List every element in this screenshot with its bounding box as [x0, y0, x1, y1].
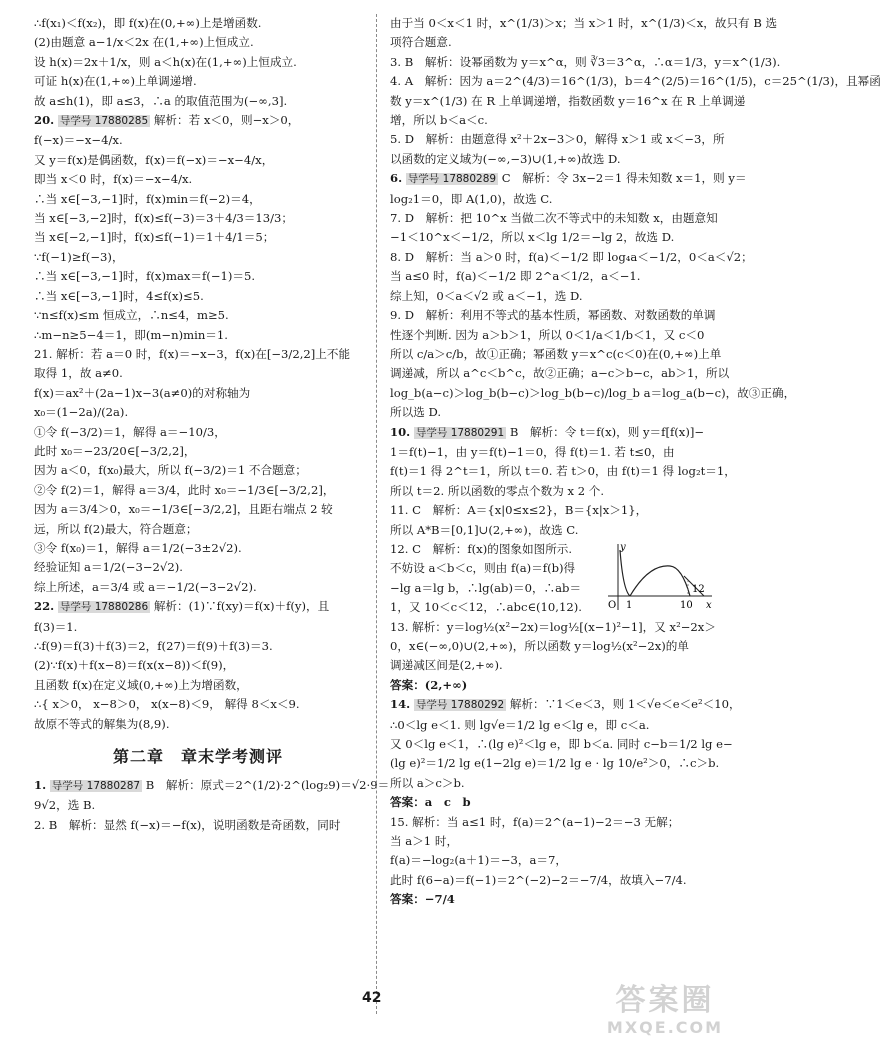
text-line: 12. C 解析：f(x)的图象如图所示.: [390, 541, 573, 556]
question-text: 解析：(1)∵f(xy)＝f(x)＋f(y)，且: [153, 599, 330, 614]
text-line: (lg e)²＝1/2 lg e(1−2lg e)＝1/2 lg e · lg 10/e²＞0，∴c＞b.: [390, 756, 720, 771]
guide-number-tag: 导学号 17880286: [59, 601, 149, 614]
text-line: 性逐个判断. 因为 a＞b＞1，所以 0＜1/a＜1/b＜1，又 c＜0: [390, 327, 705, 342]
text-line: 故原不等式的解集为(8,9).: [34, 716, 170, 731]
text-line: 13. 解析：y＝log½(x²−2x)＝log½[(x−1)²−1]，又 x²−2x＞: [390, 619, 716, 634]
answer-line: 答案：−7/4: [390, 892, 455, 907]
text-line: 当 x∈[−3,−2]时，f(x)≤f(−3)＝3＋4/3＝13/3；: [34, 211, 293, 226]
text-line: 11. C 解析：A＝{x|0≤x≤2}，B＝{x|x＞1}，: [390, 503, 648, 518]
text-line: −lg a＝lg b，∴lg(ab)＝0，∴ab＝: [390, 580, 582, 595]
column-divider: [376, 14, 377, 1014]
text-line: 当 a≤0 时，f(a)＜−1/2 即 2^a＜1/2，a＜−1.: [390, 269, 641, 284]
left-column: [34, 14, 390, 835]
text-line: 9√2，选 B.: [34, 798, 96, 813]
text-line: 远，所以 f(2)最大，符合题意；: [34, 521, 198, 536]
text-line: 经验证知 a＝1/2(−3−2√2).: [34, 560, 183, 575]
question-number: 14.: [390, 697, 411, 712]
question-20-header: [34, 111, 362, 131]
watermark-text: 答案圈: [615, 983, 715, 1018]
text-line: 调递减，所以 a^c＜b^c，故②正确；a−c＞b−c，ab＞1，所以: [390, 366, 730, 381]
text-line: 且函数 f(x)在定义域(0,+∞)上为增函数，: [34, 677, 248, 692]
question-1-header: [34, 776, 390, 796]
question-text: 解析：若 x＜0，则−x＞0，: [153, 113, 300, 128]
text-line: 1，又 10＜c＜12，∴abc∈(10,12).: [390, 600, 582, 615]
tick-label-1: 1: [626, 599, 633, 611]
text-line: ∵f(−1)≥f(−3)，: [34, 249, 124, 264]
curve-log-segment: [630, 566, 690, 596]
watermark-url: MXQE.COM: [606, 1018, 724, 1037]
right-column: [390, 14, 881, 910]
answer-line: 答案：a c b: [390, 795, 471, 810]
question-text: 解析：∵1＜e＜3，则 1＜√e＜e＜e²＜10，: [509, 697, 741, 712]
text-line: 5. D 解析：由题意得 x²＋2x−3＞0，解得 x＞1 或 x＜−3，所: [390, 132, 725, 147]
text-line: ∴当 x∈[−3,−1]时，4≤f(x)≤5.: [34, 288, 204, 303]
text-line: ∴当 x∈[−3,−1]时，f(x)min＝f(−2)＝4，: [34, 191, 261, 206]
text-line: 所以 c/a＞c/b，故①正确；幂函数 y＝x^c(c＜0)在(0,+∞)上单: [390, 346, 722, 361]
text-line: 15. 解析：当 a≤1 时，f(a)＝2^(a−1)−2＝−3 无解；: [390, 814, 680, 829]
tick-label-10: 10: [680, 599, 693, 611]
text-line: 所以 t＝2. 所以函数的零点个数为 x 2 个.: [390, 483, 605, 498]
text-line: 取得 1，故 a≠0.: [34, 366, 123, 381]
text-line: (2)由题意 a−1/x＜2x 在(1,+∞)上恒成立.: [34, 35, 254, 50]
text-line: 又 0＜lg e＜1，∴(lg e)²＜lg e，即 b＜a. 同时 c−b＝1/2 lg e−: [390, 737, 733, 752]
x-axis-label: x: [706, 599, 712, 611]
origin-label: O: [608, 599, 617, 611]
question-14-header: [390, 695, 741, 715]
answer-line: 答案：(2,+∞): [390, 677, 468, 692]
text-line: 以函数的定义域为(−∞,−3)∪(1,+∞)故选 D.: [390, 151, 621, 166]
question-number: 6.: [390, 171, 403, 186]
text-line: 调递减区间是(2,+∞).: [390, 658, 503, 673]
text-line: f(3)＝1.: [34, 619, 78, 634]
question-6-header: [390, 169, 747, 189]
text-line: 不妨设 a＜b＜c，则由 f(a)＝f(b)得: [390, 561, 576, 576]
text-line: 此时 x₀＝−23/20∈[−3/2,2]，: [34, 443, 196, 458]
text-line: f(−x)＝−x−4/x.: [34, 133, 123, 148]
text-line: 所以 a＞c＞b.: [390, 775, 465, 790]
text-line: f(t)＝1 得 2^t＝1，所以 t＝0. 若 t＞0，由 f(t)＝1 得 log₂t＝1，: [390, 464, 736, 479]
question-number: 22.: [34, 599, 55, 614]
text-line: 可证 h(x)在(1,+∞)上单调递增.: [34, 74, 197, 89]
text-line: 1＝f(t)−1，由 y＝f(t)−1＝0，得 f(t)＝1. 若 t≤0，由: [390, 444, 675, 459]
text-line: ∴f(9)＝f(3)＋f(3)＝2，f(27)＝f(9)＋f(3)＝3.: [34, 639, 273, 653]
text-line: f(a)＝−log₂(a＋1)＝−3，a＝7，: [390, 853, 567, 868]
text-line: 数 y＝x^(1/3) 在 R 上单调递增，指数函数 y＝16^x 在 R 上单调递: [390, 93, 746, 108]
text-line: 所以 A*B＝[0,1]∪(2,+∞)，故选 C.: [390, 522, 579, 537]
text-line: x₀＝(1−2a)/(2a).: [34, 405, 129, 420]
text-line: 由于当 0＜x＜1 时，x^(1/3)＞x；当 x＞1 时，x^(1/3)＜x，故只有 B 选: [390, 16, 778, 30]
text-line: −1＜10^x＜−1/2，所以 x＜lg 1/2＝−lg 2，故选 D.: [390, 230, 675, 245]
function-graph: [604, 540, 716, 614]
curve-lg-segment: [620, 550, 630, 596]
question-10-header: [390, 423, 720, 443]
guide-number-tag: 导学号 17880291: [415, 426, 505, 439]
question-22-header: [34, 597, 362, 617]
question-number: 1.: [34, 778, 47, 793]
text-line: ∵n≤f(x)≤m 恒成立，∴n≤4，m≥5.: [34, 308, 229, 323]
text-line: ∴0＜lg e＜1. 则 lg√e＝1/2 lg e＜lg e，即 c＜a.: [390, 717, 650, 732]
text-line: 9. D 解析：利用不等式的基本性质，幂函数、对数函数的单调: [390, 308, 716, 323]
question-text: B 解析：原式＝2^(1/2)·2^(log₂9)＝√2·9＝: [145, 778, 390, 793]
question-number: 10.: [390, 424, 411, 439]
text-line: 21. 解析：若 a＝0 时，f(x)＝−x−3，f(x)在[−3/2,2]上不能: [34, 346, 351, 361]
page-number: 42: [362, 990, 382, 1006]
text-line: 3. B 解析：设幂函数为 y＝x^α，则 ∛3＝3^α，∴α＝1/3，y＝x^(1/3).: [390, 54, 781, 69]
text-line: ∴f(x₁)＜f(x₂)，即 f(x)在(0,+∞)上是增函数.: [34, 16, 262, 30]
question-text: B 解析：令 t＝f(x)，则 y＝f[f(x)]−: [509, 424, 705, 439]
text-line: log_b(a−c)＞log_b(b−c)＞log_b(b−c)/log_b a＝log_a(b−c)，故③正确，: [390, 385, 796, 400]
guide-number-tag: 导学号 17880287: [51, 780, 141, 793]
text-line: log₂1＝0，即 A(1,0)，故选 C.: [390, 191, 553, 206]
text-line: 即当 x＜0 时，f(x)＝−x−4/x.: [34, 172, 193, 187]
text-line: 所以选 D.: [390, 405, 442, 420]
text-line: 增，所以 b＜a＜c.: [390, 113, 488, 128]
text-line: 故 a≤h(1)，即 a≤3，∴a 的取值范围为(−∞,3].: [34, 93, 288, 108]
text-line: 因为 a＜0，f(x₀)最大，所以 f(−3/2)＝1 不合题意；: [34, 463, 307, 478]
text-line: 4. A 解析：因为 a＝2^(4/3)＝16^(1/3)，b＝4^(2/5)＝16^(1/5)，c＝25^(1/3)，且幂函: [390, 74, 881, 89]
watermark-logo: [590, 984, 740, 1042]
text-line: 7. D 解析：把 10^x 当做二次不等式中的未知数 x，由题意知: [390, 211, 718, 226]
question-12-block: [390, 540, 720, 618]
text-line: ∴{ x＞0， x−8＞0， x(x−8)＜9， 解得 8＜x＜9.: [34, 697, 300, 712]
text-line: 8. D 解析：当 a＞0 时，f(a)＜−1/2 即 log₄a＜−1/2，0＜a＜√2；: [390, 249, 753, 264]
y-axis-label: y: [620, 541, 626, 553]
guide-number-tag: 导学号 17880289: [407, 173, 497, 186]
guide-number-tag: 导学号 17880285: [59, 115, 149, 128]
text-line: ∴m−n≥5−4＝1，即(m−n)min＝1.: [34, 327, 228, 342]
text-line: ①令 f(−3/2)＝1，解得 a＝−10/3，: [34, 424, 226, 439]
text-line: 2. B 解析：显然 f(−x)＝−f(x)，说明函数是奇函数，同时: [34, 817, 341, 832]
text-line: 当 a＞1 时，: [390, 834, 459, 849]
text-line: 当 x∈[−2,−1]时，f(x)≤f(−1)＝1＋4/1＝5；: [34, 230, 275, 245]
text-line: 综上所述，a＝3/4 或 a＝−1/2(−3−2√2).: [34, 579, 257, 594]
text-line: f(x)＝ax²＋(2a−1)x−3(a≠0)的对称轴为: [34, 385, 251, 400]
question-text: C 解析：令 3x−2＝1 得未知数 x＝1，则 y＝: [501, 171, 747, 186]
text-line: (2)∵f(x)＋f(x−8)＝f(x(x−8))＜f(9)，: [34, 658, 235, 673]
text-line: 设 h(x)＝2x＋1/x，则 a＜h(x)在(1,+∞)上恒成立.: [34, 54, 297, 69]
text-line: ∴当 x∈[−3,−1]时，f(x)max＝f(−1)＝5.: [34, 269, 256, 284]
text-line: 综上知，0＜a＜√2 或 a＜−1，选 D.: [390, 288, 583, 303]
guide-number-tag: 导学号 17880292: [415, 699, 505, 712]
text-line: ②令 f(2)＝1，解得 a＝3/4，此时 x₀＝−1/3∈[−3/2,2]，: [34, 482, 335, 497]
question-number: 20.: [34, 113, 55, 128]
text-line: 项符合题意.: [390, 35, 452, 50]
tick-label-12: 12: [692, 583, 705, 595]
text-line: ③令 f(x₀)＝1，解得 a＝1/2(−3±2√2).: [34, 540, 242, 555]
text-line: 因为 a＝3/4＞0，x₀＝−1/3∈[−3/2,2]，且距右端点 2 较: [34, 502, 333, 517]
text-line: 又 y＝f(x)是偶函数，f(x)＝f(−x)＝−x−4/x，: [34, 152, 274, 167]
text-line: 此时 f(6−a)＝f(−1)＝2^(−2)−2＝−7/4，故填入−7/4.: [390, 872, 687, 887]
text-line: 0，x∈(−∞,0)∪(2,+∞)，所以函数 y＝log½(x²−2x)的单: [390, 639, 689, 653]
chapter-title: 第二章 章末学考测评: [112, 747, 283, 767]
